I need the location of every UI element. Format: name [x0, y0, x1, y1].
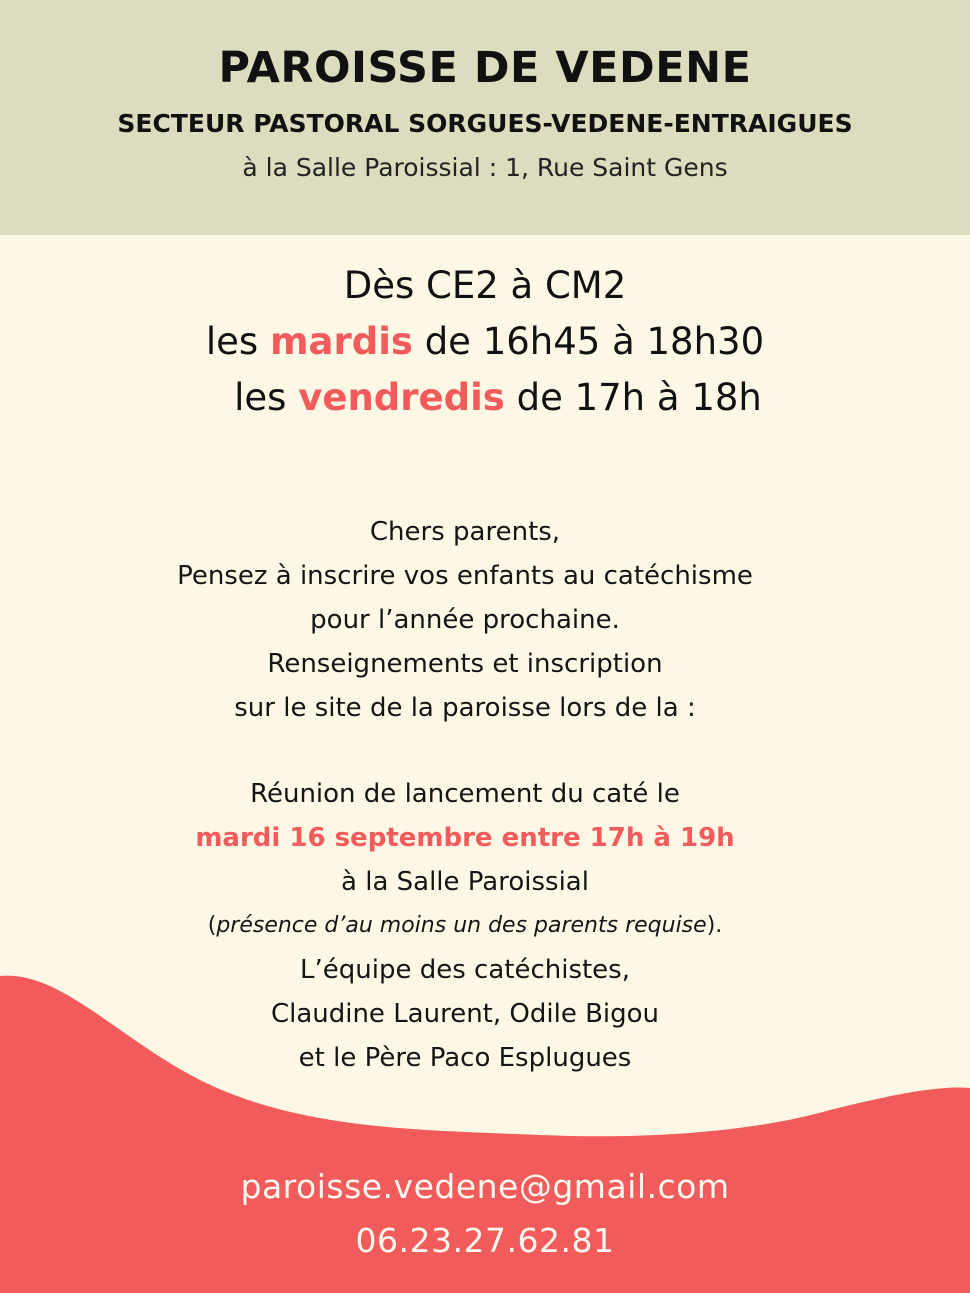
schedule-block: [0, 258, 970, 426]
meeting-place: à la Salle Paroissial: [341, 867, 589, 897]
page-subtitle: SECTEUR PASTORAL SORGUES-VEDENE-ENTRAIGUES: [117, 109, 853, 138]
address-line: à la Salle Paroissial : 1, Rue Saint Gens: [242, 153, 728, 182]
message-line: Renseignements et inscription: [267, 649, 663, 679]
schedule-levels: Dès CE2 à CM2: [343, 264, 627, 307]
note-text: présence d’au moins un des parents requise: [216, 913, 707, 938]
schedule-hours: de 17h à 18h: [516, 376, 762, 419]
meeting-note: [0, 904, 930, 948]
message-line: Pensez à inscrire vos enfants au catéchisme: [177, 561, 753, 591]
team-names: et le Père Paco Esplugues: [298, 1043, 632, 1073]
message-greeting: Chers parents,: [369, 517, 561, 547]
meeting-date: mardi 16 septembre entre 17h à 19h: [195, 823, 735, 853]
team-names: Claudine Laurent, Odile Bigou: [270, 999, 660, 1029]
schedule-line-friday: [0, 370, 970, 426]
schedule-prefix: les: [205, 320, 259, 363]
spacer: [0, 730, 930, 772]
team-line: L’équipe des catéchistes,: [300, 955, 630, 985]
message-line: pour l’année prochaine.: [310, 605, 620, 635]
page-title: PAROISSE DE VEDENE: [218, 43, 752, 93]
contact-block: [0, 1160, 970, 1268]
contact-phone: 06.23.27.62.81: [355, 1221, 615, 1260]
header-banner: [0, 0, 970, 235]
schedule-line-tuesday: [0, 314, 970, 370]
meeting-intro: Réunion de lancement du caté le: [250, 779, 680, 809]
schedule-prefix: les: [234, 376, 287, 419]
note-open: (: [207, 913, 217, 938]
message-line: sur le site de la paroisse lors de la :: [234, 693, 696, 723]
message-block: [0, 510, 930, 1080]
contact-email: paroisse.vedene@gmail.com: [240, 1167, 730, 1206]
note-close: ).: [706, 913, 723, 938]
schedule-hours: de 16h45 à 18h30: [424, 320, 765, 363]
schedule-day-friday: vendredis: [298, 376, 505, 419]
schedule-day-tuesday: mardis: [269, 320, 413, 363]
